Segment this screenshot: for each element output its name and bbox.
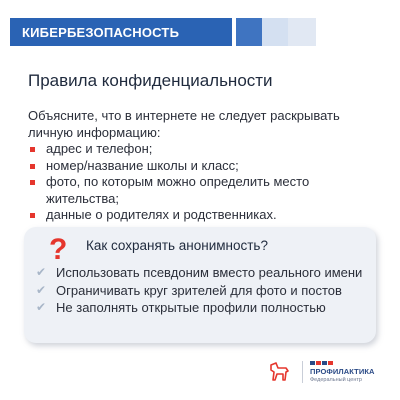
- page-title: Правила конфиденциальности: [28, 71, 273, 90]
- check-icon: ✔: [36, 265, 47, 279]
- brand-logo: [310, 361, 395, 383]
- decor-square-2: [262, 18, 290, 46]
- card-title: Как сохранять анонимность?: [86, 238, 268, 253]
- list-item: ✔ Ограничивать круг зрителей для фото и постов: [36, 282, 342, 298]
- horse-logo-icon: [268, 362, 290, 382]
- footer-divider: [302, 361, 303, 383]
- question-mark-icon: ?: [49, 233, 68, 266]
- decor-square-3: [288, 18, 316, 46]
- decor-square-1: [236, 18, 264, 46]
- section-header-label: КИБЕРБЕЗОПАСНОСТЬ: [22, 24, 180, 40]
- intro-text: Объясните, что в интернете не следует раскрывать личную информацию:: [28, 108, 340, 140]
- bullet-icon: [30, 147, 35, 152]
- bullet-icon: [30, 213, 35, 218]
- list-item: ✔ Не заполнять открытые профили полностью: [36, 300, 326, 315]
- brand-squares: [310, 361, 395, 365]
- brand-name: ПРОФИЛАКТИКА: [310, 367, 375, 376]
- list-item: ✔ Использовать псевдоним вместо реального имени: [36, 265, 363, 280]
- check-icon: ✔: [36, 300, 47, 314]
- list-item: фото, по которым можно определить место жительства;: [28, 174, 373, 207]
- anonymity-card: [24, 227, 376, 343]
- brand-subtitle: Федеральный центр: [310, 377, 362, 383]
- bullet-icon: [30, 180, 35, 185]
- list-item: адрес и телефон;: [28, 141, 373, 158]
- bullet-icon: [30, 164, 35, 169]
- section-header: [10, 18, 232, 46]
- rules-list: [28, 141, 373, 224]
- check-icon: ✔: [36, 282, 47, 297]
- tips-list: [34, 265, 364, 318]
- list-item: номер/название школы и класс;: [28, 158, 373, 175]
- list-item: данные о родителях и родственниках.: [28, 207, 373, 224]
